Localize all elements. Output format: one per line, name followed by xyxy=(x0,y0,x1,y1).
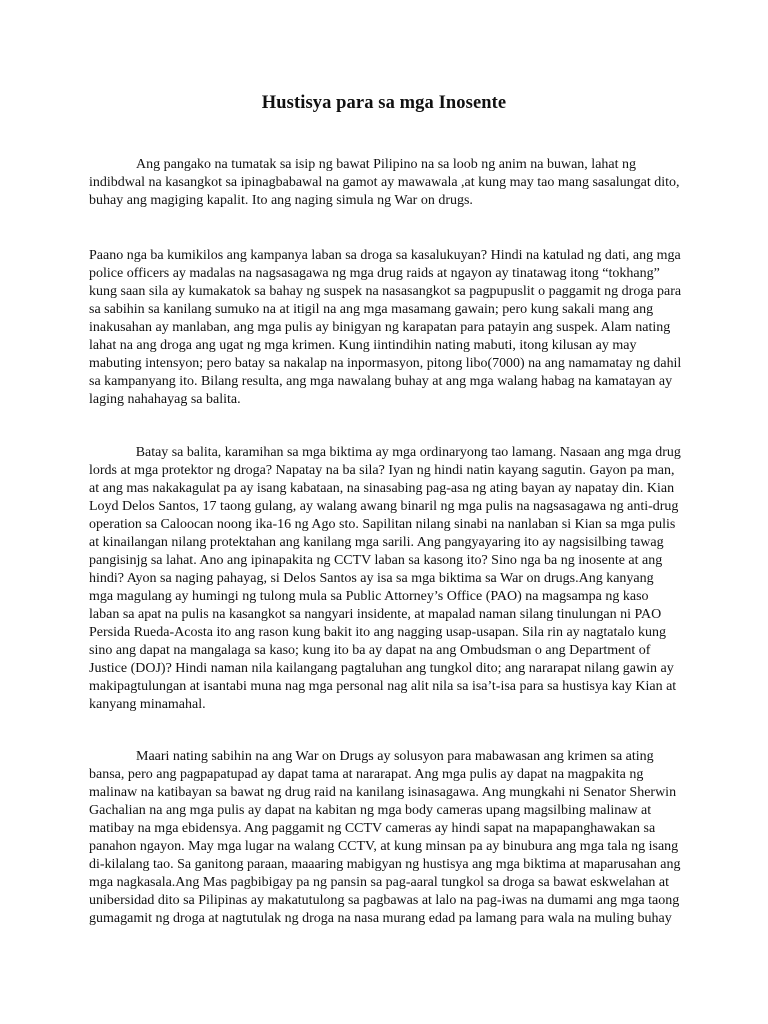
document-title: Hustisya para sa mga Inosente xyxy=(261,93,507,113)
paragraph-1 xyxy=(89,156,681,210)
paragraph-2 xyxy=(89,247,681,409)
text-line: Persida Rueda-Acosta ito ang rason kung bakit ito ang nagging usap-usapan. Sila rin ay nagtatalo kung xyxy=(89,625,666,640)
text-line: at kinailangan nilang protektahan ang kanilang mga sarili. Ang pangyayaring ito ay nagsisilbing tawag xyxy=(89,535,664,550)
text-line: unibersidad dito sa Pilipinas ay makatutulong sa pagbawas at lalo na pag-iwas na dumami ang mga taong xyxy=(89,893,680,908)
text-line: makipagtulungan at isantabi muna nag mga personal nag alit nila sa isa’t-isa para sa hustisya kay Kian at xyxy=(89,679,677,694)
text-line: gumagamit ng droga at nagtutulak ng droga na nasa murang edad pa lamang para wala na muling buhay xyxy=(89,911,672,926)
text-line: police officers ay madalas na nagsasagawa ng mga drug raids at ngayon ay tinatawag itong “tokhang” xyxy=(89,266,660,281)
text-line: Justice (DOJ)? Hindi naman nila kailangang pagtaluhan ang tungkol dito; ang nararapat nilang gawin ay xyxy=(89,661,674,676)
text-line: kung saan sila ay kumakatok sa bahay ng suspek na nasasangkot sa pagpupuslit o paggamit ng droga para xyxy=(89,284,682,299)
text-line: at ang mas nakakagulat pa ay isang kabataan, na sinasabing pag-asa ng ating bayan ay napatay din. Kian xyxy=(89,481,675,496)
text-line: mga nagkasala.Ang Mas pagbibigay pa ng pansin sa pag-aaral tungkol sa droga sa bawat eskwelahan at xyxy=(89,875,670,890)
text-line: lords at mga protektor ng droga? Napatay na ba sila? Iyan ng hindi natin kayang sagutin. Gayon pa man, xyxy=(89,463,675,478)
text-line: buhay ang magiging kapalit. Ito ang naging simula ng War on drugs. xyxy=(89,193,473,208)
text-line: Maari nating sabihin na ang War on Drugs ay solusyon para mabawasan ang krimen sa ating xyxy=(136,749,654,764)
text-line: Ang pangako na tumatak sa isip ng bawat Pilipino na sa loob ng anim na buwan, lahat ng xyxy=(136,157,637,172)
text-line: kanyang minamahal. xyxy=(89,697,206,712)
text-line: panahon ngayon. May mga lugar na walang CCTV, at kung minsan pa ay binubura ang mga tala ng isang xyxy=(89,839,679,854)
text-line: matibay na mga ebidensya. Ang paggamit ng CCTV cameras ay hindi sapat na mapapanghawakan sa xyxy=(89,821,656,836)
text-line: Gachalian na ang mga pulis ay dapat na kabitan ng mga body cameras upang magsilbing malinaw at xyxy=(89,803,652,818)
text-line: sa sabihin sa kanilang sumuko na at itigil na ang mga masamang gawain; pero kung sakali mang ang xyxy=(89,302,654,317)
text-line: laging nahahayag sa balita. xyxy=(89,392,241,407)
text-line: inakusahan ay manlaban, ang mga pulis ay binigyan ng karapatan para patayin ang suspek. Alam nating xyxy=(89,320,671,335)
text-line: di-kilalang tao. Sa ganitong paraan, maaaring mabigyan ng hustisya ang mga biktima at maparusahan ang xyxy=(89,857,681,872)
text-line: bansa, pero ang pagpapatupad ay dapat tama at nararapat. Ang mga pulis ay dapat na magpakita ng xyxy=(89,767,644,782)
text-line: Paano nga ba kumikilos ang kampanya laban sa droga sa kasalukuyan? Hindi na katulad ng dati, ang mga xyxy=(89,248,681,263)
paragraph-3 xyxy=(89,444,681,714)
text-line: hindi? Ayon sa naging pahayag, si Delos Santos ay isa sa mga biktima sa War on drugs.Ang kanyang xyxy=(89,571,654,586)
paragraph-4 xyxy=(89,748,681,928)
text-line: pangisinjg sa lahat. Ano ang ipinapakita ng CCTV laban sa kasong ito? Sino nga ba ng inosente at ang xyxy=(89,553,663,568)
text-line: sa kampanyang ito. Bilang resulta, ang mga nawalang buhay at ang mga walang habag na kamatayan ay xyxy=(89,374,673,389)
text-line: lahat na ang droga ang ugat ng mga krimen. Kung iintindihin nating mabuti, itong kilusan ay may xyxy=(89,338,637,353)
text-line: laban sa apat na pulis na kasangkot sa nangyari insidente, at mapalad naman silang tinulungan ni PAO xyxy=(89,607,662,622)
text-line: malinaw na katibayan sa bawat ng drug raid na kanilang isinasagawa. Ang mungkahi ni Senator Sherwin xyxy=(89,785,677,800)
text-line: Loyd Delos Santos, 17 taong gulang, ay walang awang binaril ng mga pulis na nagsasagawa ng anti-drug xyxy=(89,499,679,514)
text-line: mabuting intensyon; pero batay sa nakalap na inpormasyon, pitong libo(7000) na ang namamatay ng dahil xyxy=(89,356,682,371)
text-line: indibdwal na kasangkot sa ipinagbabawal na gamot ay mawawala ,at kung may tao mang sasalungat dito, xyxy=(89,175,680,190)
text-line: Batay sa balita, karamihan sa mga biktima ay mga ordinaryong tao lamang. Nasaan ang mga drug xyxy=(135,445,681,460)
text-line: operation sa Caloocan noong ika-16 ng Ago sto. Sapilitan nilang sinabi na nanlaban si Kian sa mga pulis xyxy=(89,517,676,532)
text-line: mga magulang ay humingi ng tulong mula sa Public Attorney’s Office (PAO) na magsampa ng kaso xyxy=(89,589,649,604)
text-line: sino ang dapat na mangalaga sa kaso; kung ito ba ay dapat na ang Ombudsman o ang Department of xyxy=(89,643,651,658)
